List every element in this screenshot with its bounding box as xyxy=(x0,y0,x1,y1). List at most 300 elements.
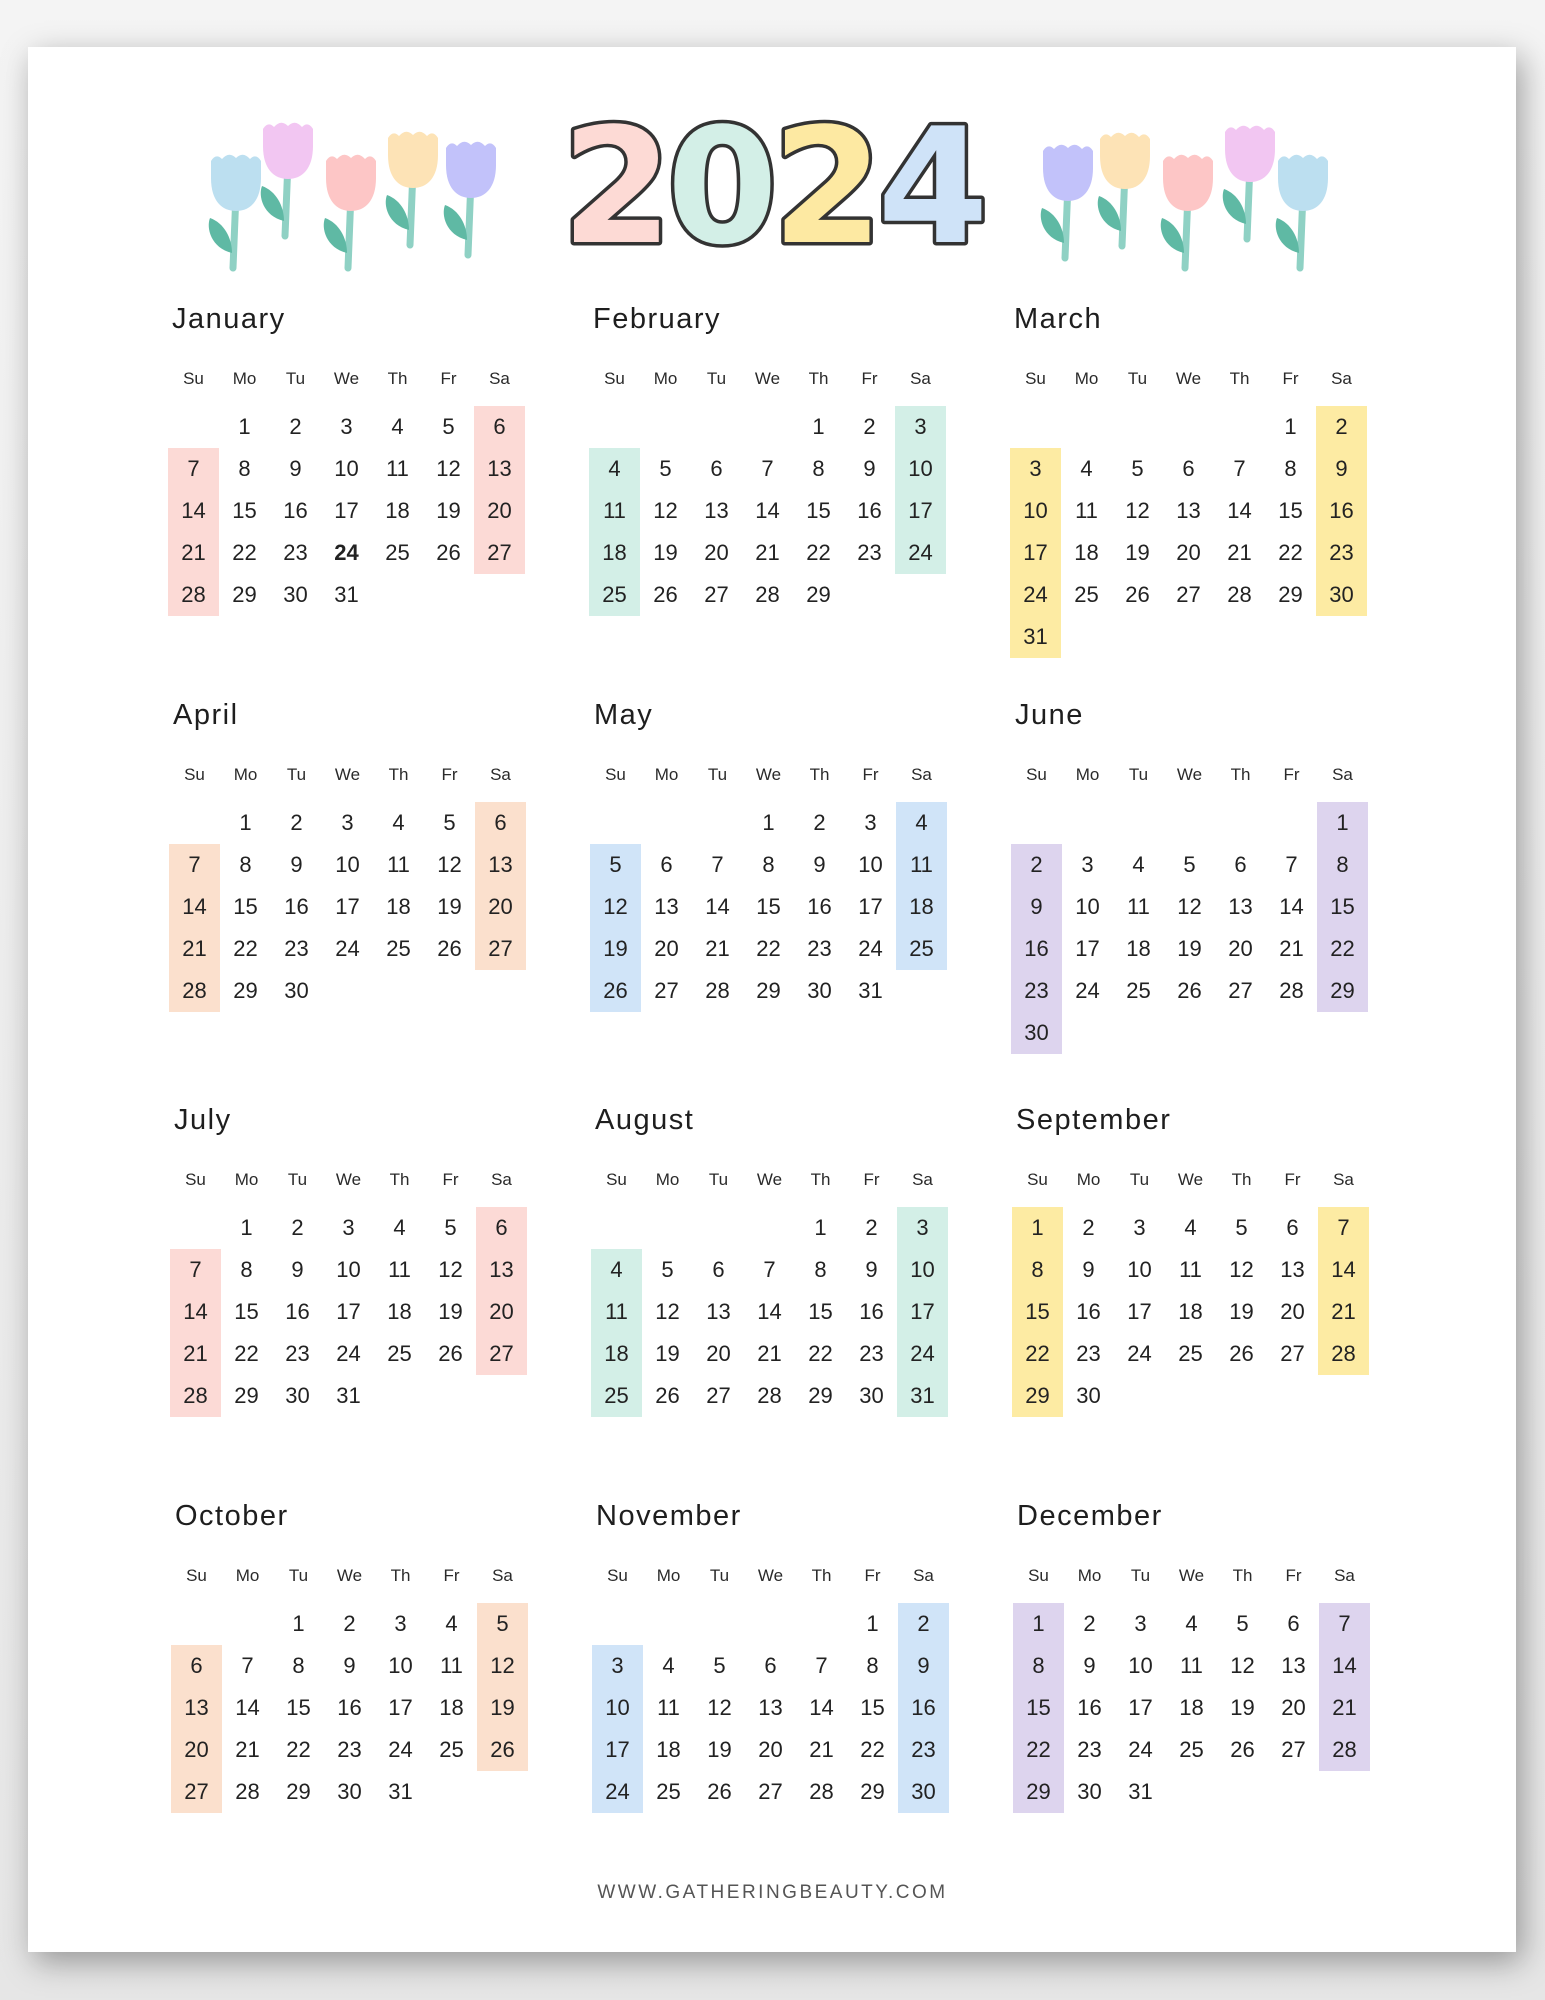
day-cell[interactable]: 29 xyxy=(1012,1375,1063,1417)
day-cell[interactable]: 17 xyxy=(388,1695,413,1720)
day-cell[interactable]: 25 xyxy=(386,936,411,961)
day-cell[interactable]: 22 xyxy=(860,1737,885,1762)
day-cell[interactable]: 31 xyxy=(336,1383,361,1408)
day-cell[interactable]: 1 xyxy=(1317,802,1368,844)
day-cell[interactable]: 16 xyxy=(807,894,832,919)
day-cell[interactable]: 25 xyxy=(591,1375,642,1417)
day-cell[interactable]: 20 xyxy=(171,1729,222,1771)
day-cell[interactable]: 14 xyxy=(168,490,219,532)
day-cell[interactable]: 6 xyxy=(1286,1215,1299,1240)
day-cell[interactable]: 11 xyxy=(1127,894,1150,919)
day-cell[interactable]: 11 xyxy=(1075,498,1098,523)
day-cell[interactable]: 8 xyxy=(1284,456,1297,481)
day-cell[interactable]: 5 xyxy=(442,414,455,439)
day-cell[interactable]: 11 xyxy=(591,1291,642,1333)
day-cell[interactable]: 5 xyxy=(477,1603,528,1645)
day-cell[interactable]: 10 xyxy=(897,1249,948,1291)
day-cell[interactable]: 13 xyxy=(704,498,729,523)
day-cell[interactable]: 10 xyxy=(592,1687,643,1729)
day-cell[interactable]: 8 xyxy=(812,456,825,481)
day-cell[interactable]: 1 xyxy=(239,810,252,835)
day-cell[interactable]: 15 xyxy=(234,1299,259,1324)
day-cell[interactable]: 29 xyxy=(808,1383,833,1408)
day-cell[interactable]: 29 xyxy=(234,1383,259,1408)
day-cell[interactable]: 10 xyxy=(1075,894,1100,919)
day-cell[interactable]: 30 xyxy=(284,978,309,1003)
day-cell[interactable]: 23 xyxy=(807,936,832,961)
day-cell[interactable]: 22 xyxy=(232,540,257,565)
day-cell[interactable]: 23 xyxy=(1076,1341,1101,1366)
day-cell[interactable]: 7 xyxy=(815,1653,828,1678)
day-cell[interactable]: 22 xyxy=(1317,928,1368,970)
day-cell[interactable]: 23 xyxy=(859,1341,884,1366)
day-cell[interactable]: 23 xyxy=(337,1737,362,1762)
day-cell[interactable]: 30 xyxy=(859,1383,884,1408)
day-cell[interactable]: 16 xyxy=(1011,928,1062,970)
day-cell[interactable]: 20 xyxy=(1176,540,1201,565)
day-cell[interactable]: 25 xyxy=(439,1737,464,1762)
day-cell[interactable]: 19 xyxy=(1229,1299,1254,1324)
day-cell[interactable]: 12 xyxy=(1229,1257,1254,1282)
day-cell[interactable]: 7 xyxy=(1233,456,1246,481)
day-cell[interactable]: 9 xyxy=(898,1645,949,1687)
day-cell[interactable]: 26 xyxy=(590,970,641,1012)
day-cell[interactable]: 10 xyxy=(1128,1653,1153,1678)
day-cell[interactable]: 29 xyxy=(1278,582,1303,607)
day-cell[interactable]: 22 xyxy=(1012,1333,1063,1375)
day-cell[interactable]: 9 xyxy=(1316,448,1367,490)
day-cell[interactable]: 18 xyxy=(589,532,640,574)
day-cell[interactable]: 18 xyxy=(439,1695,464,1720)
day-cell[interactable]: 4 xyxy=(392,810,405,835)
day-cell[interactable]: 24 xyxy=(592,1771,643,1813)
day-cell[interactable]: 22 xyxy=(806,540,831,565)
day-cell[interactable]: 6 xyxy=(712,1257,725,1282)
day-cell[interactable]: 21 xyxy=(1319,1687,1370,1729)
day-cell[interactable]: 3 xyxy=(895,406,946,448)
day-cell[interactable]: 13 xyxy=(1281,1653,1306,1678)
day-cell[interactable]: 23 xyxy=(1011,970,1062,1012)
day-cell[interactable]: 23 xyxy=(285,1341,310,1366)
day-cell[interactable]: 13 xyxy=(475,844,526,886)
day-cell[interactable]: 19 xyxy=(655,1341,680,1366)
day-cell[interactable]: 9 xyxy=(291,1257,304,1282)
day-cell[interactable]: 21 xyxy=(170,1333,221,1375)
day-cell[interactable]: 5 xyxy=(1183,852,1196,877)
day-cell[interactable]: 20 xyxy=(474,490,525,532)
day-cell[interactable]: 24 xyxy=(858,936,883,961)
day-cell[interactable]: 27 xyxy=(1280,1341,1305,1366)
day-cell[interactable]: 15 xyxy=(1317,886,1368,928)
day-cell[interactable]: 7 xyxy=(711,852,724,877)
day-cell[interactable]: 3 xyxy=(341,810,354,835)
day-cell[interactable]: 14 xyxy=(235,1695,260,1720)
day-cell[interactable]: 16 xyxy=(283,498,308,523)
day-cell[interactable]: 28 xyxy=(705,978,730,1003)
day-cell[interactable]: 15 xyxy=(860,1695,885,1720)
day-cell[interactable]: 12 xyxy=(590,886,641,928)
day-cell[interactable]: 18 xyxy=(1178,1299,1203,1324)
day-cell[interactable]: 14 xyxy=(170,1291,221,1333)
day-cell[interactable]: 6 xyxy=(1182,456,1195,481)
day-cell[interactable]: 22 xyxy=(233,936,258,961)
day-cell[interactable]: 17 xyxy=(336,1299,361,1324)
day-cell[interactable]: 2 xyxy=(1082,1215,1095,1240)
day-cell[interactable]: 13 xyxy=(706,1299,731,1324)
day-cell[interactable]: 26 xyxy=(437,936,462,961)
day-cell[interactable]: 23 xyxy=(283,540,308,565)
day-cell[interactable]: 8 xyxy=(1317,844,1368,886)
day-cell[interactable]: 3 xyxy=(1010,448,1061,490)
day-cell[interactable]: 12 xyxy=(655,1299,680,1324)
day-cell[interactable]: 8 xyxy=(866,1653,879,1678)
day-cell[interactable]: 7 xyxy=(1318,1207,1369,1249)
day-cell[interactable]: 28 xyxy=(235,1779,260,1804)
day-cell[interactable]: 31 xyxy=(858,978,883,1003)
day-cell[interactable]: 6 xyxy=(171,1645,222,1687)
day-cell[interactable]: 20 xyxy=(706,1341,731,1366)
day-cell[interactable]: 24 xyxy=(334,540,359,565)
day-cell[interactable]: 3 xyxy=(1133,1215,1146,1240)
day-cell[interactable]: 3 xyxy=(394,1611,407,1636)
day-cell[interactable]: 19 xyxy=(653,540,678,565)
day-cell[interactable]: 2 xyxy=(343,1611,356,1636)
day-cell[interactable]: 16 xyxy=(285,1299,310,1324)
day-cell[interactable]: 15 xyxy=(1012,1291,1063,1333)
day-cell[interactable]: 25 xyxy=(1178,1341,1203,1366)
day-cell[interactable]: 3 xyxy=(1081,852,1094,877)
day-cell[interactable]: 11 xyxy=(386,456,409,481)
day-cell[interactable]: 21 xyxy=(705,936,730,961)
day-cell[interactable]: 24 xyxy=(1128,1737,1153,1762)
day-cell[interactable]: 4 xyxy=(662,1653,675,1678)
day-cell[interactable]: 30 xyxy=(898,1771,949,1813)
day-cell[interactable]: 17 xyxy=(334,498,359,523)
day-cell[interactable]: 5 xyxy=(661,1257,674,1282)
day-cell[interactable]: 26 xyxy=(1125,582,1150,607)
day-cell[interactable]: 17 xyxy=(895,490,946,532)
day-cell[interactable]: 16 xyxy=(1076,1299,1101,1324)
day-cell[interactable]: 2 xyxy=(863,414,876,439)
day-cell[interactable]: 3 xyxy=(592,1645,643,1687)
day-cell[interactable]: 21 xyxy=(1279,936,1304,961)
day-cell[interactable]: 1 xyxy=(1284,414,1297,439)
day-cell[interactable]: 27 xyxy=(1228,978,1253,1003)
day-cell[interactable]: 7 xyxy=(761,456,774,481)
day-cell[interactable]: 29 xyxy=(860,1779,885,1804)
day-cell[interactable]: 1 xyxy=(762,810,775,835)
day-cell[interactable]: 28 xyxy=(1319,1729,1370,1771)
day-cell[interactable]: 30 xyxy=(285,1383,310,1408)
day-cell[interactable]: 9 xyxy=(863,456,876,481)
day-cell[interactable]: 22 xyxy=(286,1737,311,1762)
day-cell[interactable]: 6 xyxy=(660,852,673,877)
day-cell[interactable]: 1 xyxy=(812,414,825,439)
day-cell[interactable]: 8 xyxy=(1012,1249,1063,1291)
day-cell[interactable]: 17 xyxy=(1010,532,1061,574)
day-cell[interactable]: 17 xyxy=(858,894,883,919)
day-cell[interactable]: 5 xyxy=(1236,1611,1249,1636)
day-cell[interactable]: 25 xyxy=(656,1779,681,1804)
day-cell[interactable]: 3 xyxy=(897,1207,948,1249)
day-cell[interactable]: 4 xyxy=(589,448,640,490)
day-cell[interactable]: 9 xyxy=(289,456,302,481)
day-cell[interactable]: 1 xyxy=(866,1611,879,1636)
day-cell[interactable]: 17 xyxy=(897,1291,948,1333)
day-cell[interactable]: 4 xyxy=(393,1215,406,1240)
day-cell[interactable]: 27 xyxy=(706,1383,731,1408)
day-cell[interactable]: 25 xyxy=(1126,978,1151,1003)
day-cell[interactable]: 26 xyxy=(707,1779,732,1804)
day-cell[interactable]: 27 xyxy=(1281,1737,1306,1762)
day-cell[interactable]: 9 xyxy=(865,1257,878,1282)
day-cell[interactable]: 15 xyxy=(233,894,258,919)
day-cell[interactable]: 26 xyxy=(438,1341,463,1366)
day-cell[interactable]: 19 xyxy=(438,1299,463,1324)
day-cell[interactable]: 18 xyxy=(385,498,410,523)
day-cell[interactable]: 20 xyxy=(654,936,679,961)
day-cell[interactable]: 19 xyxy=(1177,936,1202,961)
day-cell[interactable]: 7 xyxy=(763,1257,776,1282)
day-cell[interactable]: 28 xyxy=(168,574,219,616)
day-cell[interactable]: 19 xyxy=(1125,540,1150,565)
day-cell[interactable]: 17 xyxy=(1127,1299,1152,1324)
day-cell[interactable]: 23 xyxy=(898,1729,949,1771)
day-cell[interactable]: 16 xyxy=(859,1299,884,1324)
day-cell[interactable]: 13 xyxy=(476,1249,527,1291)
day-cell[interactable]: 27 xyxy=(474,532,525,574)
day-cell[interactable]: 25 xyxy=(589,574,640,616)
day-cell[interactable]: 22 xyxy=(234,1341,259,1366)
day-cell[interactable]: 11 xyxy=(896,844,947,886)
day-cell[interactable]: 5 xyxy=(713,1653,726,1678)
day-cell[interactable]: 12 xyxy=(437,852,462,877)
day-cell[interactable]: 10 xyxy=(334,456,359,481)
day-cell[interactable]: 5 xyxy=(590,844,641,886)
day-cell[interactable]: 19 xyxy=(436,498,461,523)
day-cell[interactable]: 2 xyxy=(898,1603,949,1645)
day-cell[interactable]: 5 xyxy=(1131,456,1144,481)
day-cell[interactable]: 21 xyxy=(168,532,219,574)
day-cell[interactable]: 21 xyxy=(809,1737,834,1762)
day-cell[interactable]: 16 xyxy=(284,894,309,919)
day-cell[interactable]: 16 xyxy=(898,1687,949,1729)
day-cell[interactable]: 27 xyxy=(1176,582,1201,607)
day-cell[interactable]: 6 xyxy=(1234,852,1247,877)
day-cell[interactable]: 2 xyxy=(813,810,826,835)
day-cell[interactable]: 25 xyxy=(387,1341,412,1366)
day-cell[interactable]: 11 xyxy=(387,852,410,877)
day-cell[interactable]: 30 xyxy=(1077,1779,1102,1804)
day-cell[interactable]: 29 xyxy=(806,582,831,607)
day-cell[interactable]: 2 xyxy=(865,1215,878,1240)
day-cell[interactable]: 18 xyxy=(896,886,947,928)
day-cell[interactable]: 13 xyxy=(1280,1257,1305,1282)
day-cell[interactable]: 6 xyxy=(474,406,525,448)
day-cell[interactable]: 7 xyxy=(168,448,219,490)
day-cell[interactable]: 2 xyxy=(1011,844,1062,886)
day-cell[interactable]: 27 xyxy=(476,1333,527,1375)
day-cell[interactable]: 26 xyxy=(1229,1341,1254,1366)
day-cell[interactable]: 22 xyxy=(1278,540,1303,565)
day-cell[interactable]: 6 xyxy=(476,1207,527,1249)
day-cell[interactable]: 6 xyxy=(475,802,526,844)
day-cell[interactable]: 24 xyxy=(897,1333,948,1375)
day-cell[interactable]: 1 xyxy=(1012,1207,1063,1249)
day-cell[interactable]: 1 xyxy=(814,1215,827,1240)
day-cell[interactable]: 9 xyxy=(1082,1257,1095,1282)
day-cell[interactable]: 13 xyxy=(758,1695,783,1720)
day-cell[interactable]: 21 xyxy=(755,540,780,565)
day-cell[interactable]: 24 xyxy=(1075,978,1100,1003)
day-cell[interactable]: 28 xyxy=(755,582,780,607)
day-cell[interactable]: 8 xyxy=(762,852,775,877)
day-cell[interactable]: 16 xyxy=(1316,490,1367,532)
day-cell[interactable]: 22 xyxy=(1013,1729,1064,1771)
day-cell[interactable]: 10 xyxy=(895,448,946,490)
day-cell[interactable]: 12 xyxy=(1177,894,1202,919)
day-cell[interactable]: 26 xyxy=(655,1383,680,1408)
day-cell[interactable]: 21 xyxy=(169,928,220,970)
day-cell[interactable]: 3 xyxy=(1134,1611,1147,1636)
day-cell[interactable]: 1 xyxy=(238,414,251,439)
day-cell[interactable]: 31 xyxy=(897,1375,948,1417)
day-cell[interactable]: 17 xyxy=(592,1729,643,1771)
day-cell[interactable]: 27 xyxy=(171,1771,222,1813)
day-cell[interactable]: 10 xyxy=(858,852,883,877)
day-cell[interactable]: 12 xyxy=(1230,1653,1255,1678)
day-cell[interactable]: 27 xyxy=(475,928,526,970)
day-cell[interactable]: 24 xyxy=(1010,574,1061,616)
day-cell[interactable]: 20 xyxy=(1280,1299,1305,1324)
day-cell[interactable]: 30 xyxy=(337,1779,362,1804)
day-cell[interactable]: 17 xyxy=(335,894,360,919)
day-cell[interactable]: 11 xyxy=(1180,1653,1203,1678)
day-cell[interactable]: 6 xyxy=(710,456,723,481)
day-cell[interactable]: 9 xyxy=(813,852,826,877)
day-cell[interactable]: 22 xyxy=(756,936,781,961)
day-cell[interactable]: 1 xyxy=(240,1215,253,1240)
day-cell[interactable]: 12 xyxy=(477,1645,528,1687)
day-cell[interactable]: 8 xyxy=(1013,1645,1064,1687)
day-cell[interactable]: 25 xyxy=(896,928,947,970)
day-cell[interactable]: 11 xyxy=(657,1695,680,1720)
day-cell[interactable]: 30 xyxy=(1316,574,1367,616)
day-cell[interactable]: 17 xyxy=(1128,1695,1153,1720)
day-cell[interactable]: 30 xyxy=(283,582,308,607)
day-cell[interactable]: 27 xyxy=(758,1779,783,1804)
day-cell[interactable]: 15 xyxy=(806,498,831,523)
day-cell[interactable]: 9 xyxy=(290,852,303,877)
day-cell[interactable]: 4 xyxy=(1132,852,1145,877)
day-cell[interactable]: 26 xyxy=(1177,978,1202,1003)
day-cell[interactable]: 31 xyxy=(1010,616,1061,658)
day-cell[interactable]: 12 xyxy=(436,456,461,481)
day-cell[interactable]: 10 xyxy=(335,852,360,877)
day-cell[interactable]: 5 xyxy=(659,456,672,481)
day-cell[interactable]: 3 xyxy=(342,1215,355,1240)
day-cell[interactable]: 4 xyxy=(591,1249,642,1291)
day-cell[interactable]: 20 xyxy=(1281,1695,1306,1720)
day-cell[interactable]: 2 xyxy=(289,414,302,439)
day-cell[interactable]: 13 xyxy=(1176,498,1201,523)
day-cell[interactable]: 4 xyxy=(1185,1611,1198,1636)
day-cell[interactable]: 6 xyxy=(1287,1611,1300,1636)
footer-website[interactable]: WWW.GATHERINGBEAUTY.COM xyxy=(597,1882,948,1903)
day-cell[interactable]: 19 xyxy=(477,1687,528,1729)
day-cell[interactable]: 4 xyxy=(1184,1215,1197,1240)
day-cell[interactable]: 28 xyxy=(169,970,220,1012)
day-cell[interactable]: 4 xyxy=(445,1611,458,1636)
day-cell[interactable]: 26 xyxy=(653,582,678,607)
day-cell[interactable]: 29 xyxy=(233,978,258,1003)
day-cell[interactable]: 28 xyxy=(757,1383,782,1408)
day-cell[interactable]: 6 xyxy=(764,1653,777,1678)
day-cell[interactable]: 28 xyxy=(809,1779,834,1804)
day-cell[interactable]: 19 xyxy=(707,1737,732,1762)
day-cell[interactable]: 10 xyxy=(336,1257,361,1282)
day-cell[interactable]: 8 xyxy=(238,456,251,481)
day-cell[interactable]: 14 xyxy=(705,894,730,919)
day-cell[interactable]: 23 xyxy=(857,540,882,565)
day-cell[interactable]: 23 xyxy=(284,936,309,961)
day-cell[interactable]: 9 xyxy=(1083,1653,1096,1678)
day-cell[interactable]: 18 xyxy=(1126,936,1151,961)
day-cell[interactable]: 20 xyxy=(704,540,729,565)
day-cell[interactable]: 10 xyxy=(1010,490,1061,532)
day-cell[interactable]: 25 xyxy=(1074,582,1099,607)
day-cell[interactable]: 14 xyxy=(1318,1249,1369,1291)
day-cell[interactable]: 21 xyxy=(1227,540,1252,565)
day-cell[interactable]: 18 xyxy=(591,1333,642,1375)
day-cell[interactable]: 2 xyxy=(1083,1611,1096,1636)
day-cell[interactable]: 26 xyxy=(436,540,461,565)
day-cell[interactable]: 1 xyxy=(1013,1603,1064,1645)
day-cell[interactable]: 14 xyxy=(1319,1645,1370,1687)
day-cell[interactable]: 2 xyxy=(290,810,303,835)
day-cell[interactable]: 12 xyxy=(707,1695,732,1720)
day-cell[interactable]: 31 xyxy=(388,1779,413,1804)
day-cell[interactable]: 15 xyxy=(286,1695,311,1720)
day-cell[interactable]: 20 xyxy=(475,886,526,928)
day-cell[interactable]: 8 xyxy=(240,1257,253,1282)
day-cell[interactable]: 4 xyxy=(896,802,947,844)
day-cell[interactable]: 12 xyxy=(438,1257,463,1282)
day-cell[interactable]: 23 xyxy=(1077,1737,1102,1762)
day-cell[interactable]: 12 xyxy=(653,498,678,523)
day-cell[interactable]: 8 xyxy=(814,1257,827,1282)
day-cell[interactable]: 10 xyxy=(1127,1257,1152,1282)
day-cell[interactable]: 29 xyxy=(232,582,257,607)
day-cell[interactable]: 20 xyxy=(476,1291,527,1333)
day-cell[interactable]: 28 xyxy=(1227,582,1252,607)
day-cell[interactable]: 24 xyxy=(1127,1341,1152,1366)
day-cell[interactable]: 13 xyxy=(1228,894,1253,919)
day-cell[interactable]: 29 xyxy=(1317,970,1368,1012)
day-cell[interactable]: 26 xyxy=(1230,1737,1255,1762)
day-cell[interactable]: 4 xyxy=(1080,456,1093,481)
day-cell[interactable]: 15 xyxy=(1278,498,1303,523)
day-cell[interactable]: 25 xyxy=(1179,1737,1204,1762)
day-cell[interactable]: 16 xyxy=(857,498,882,523)
day-cell[interactable]: 18 xyxy=(1179,1695,1204,1720)
day-cell[interactable]: 11 xyxy=(1179,1257,1202,1282)
day-cell[interactable]: 14 xyxy=(757,1299,782,1324)
day-cell[interactable]: 22 xyxy=(808,1341,833,1366)
day-cell[interactable]: 13 xyxy=(654,894,679,919)
day-cell[interactable]: 3 xyxy=(864,810,877,835)
day-cell[interactable]: 26 xyxy=(477,1729,528,1771)
